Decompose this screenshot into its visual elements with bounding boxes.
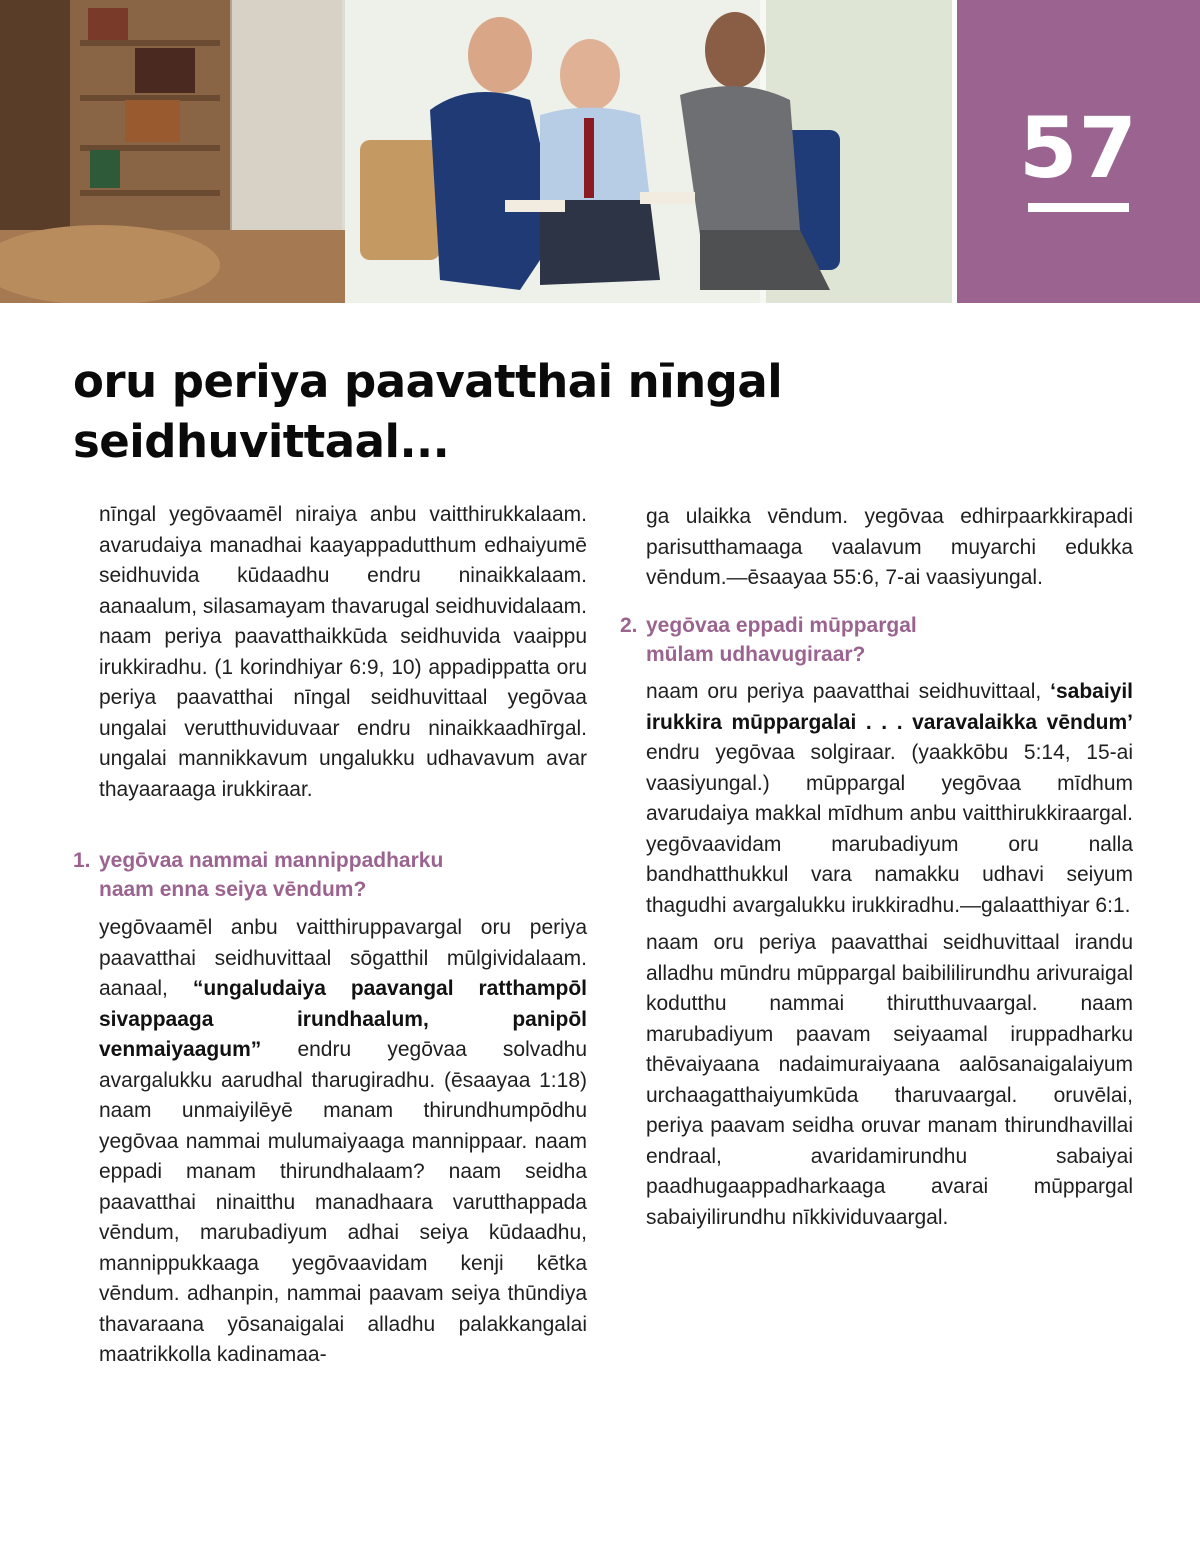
section-2-text-after: endru yegōvaa solgiraar. (yaakkōbu 5:14, 15-ai vaasiyungal.) mūppargal yegōvaa mīdhum avarudaiya makkal mīdhum anbu vaitthirukkiraargal. yegōvaavidam marubadiyum oru nalla bandhatthukkul vara namakku udhavi seiyum thagudhi avargalukku irukkiradhu.—galaatthiyar 6:1. <box>646 741 1133 917</box>
chapter-number: 57 <box>1019 99 1138 197</box>
section-2-number: 2. <box>620 614 638 637</box>
section-1-text-after: endru yegōvaa solvadhu avargalukku aarudhal tharugiradhu. (ēsaayaa 1:18) naam unmaiyilēyē manam thirundhumpōdhu yegōvaa nammai mulumaiyaaga mannippaar. naam eppadi manam thirundhalaam? naam seidha paavatthai ninaitthu manadhaara varutthappada vēndum, marubadiyum adhai seiya kūdaadhu, mannippukkaaga yegōvaavidam kenji kētka vēndum. adhanpin, nammai paavam seiya thūndiya thavaraana yōsanaigalai alladhu palakkangalai maatrikkolla kadinamaa- <box>99 1038 587 1366</box>
chapter-underline <box>1028 203 1129 212</box>
section-2-paragraph-1 <box>646 677 1133 921</box>
section-1-heading-line-1: yegōvaa nammai mannippadharku <box>99 849 444 872</box>
section-2-paragraph-2: naam oru periya paavatthai seidhuvittaal irandu alladhu mūndru mūppargal baibililirundhu arivuraigal kodutthu nammai thirutthuvaargal. naam marubadiyum paavam seiyaamal iruppadharku thēvaiyaana nadaimuraiyaana aalōsanaigalaiyum urchaagatthaiyumkūda tharuvaargal. oruvēlai, periya paavam seidha oruvar manam thirundhavillai endraal, avaridamirundhu sabaiyai paadhugaappadharkaaga avarai mūppargal sabaiyilirundhu nīkkividuvaargal. <box>646 931 1133 1229</box>
photo-three-men-meeting <box>0 0 952 303</box>
chapter-badge <box>957 0 1200 303</box>
section-2-heading-line-1: yegōvaa eppadi mūppargal <box>646 614 917 637</box>
section-2-text-before: naam oru periya paavatthai seidhuvittaal, <box>646 680 1042 703</box>
section-1-heading-line-2: naam enna seiya vēndum? <box>99 878 367 901</box>
section-2-heading <box>620 611 1140 669</box>
intro-paragraph: nīngal yegōvaamēl niraiya anbu vaitthirukkalaam. avarudaiya manadhai kaayappadutthum edhaiyumē seidhuvida kūdaadhu endru ninaikkalaam. aanaalum, silasamayam thavarugal seidhuvidalaam. naam periya paavatthaikkūda seidhuvida vaaippu irukkiradhu. (1 korindhiyar 6:9, 10) appadippatta oru periya paavatthai nīngal seidhuvittaal yegōvaa ungalai verutthuviduvaar endru ninaikkaadhīrgal. ungalai mannikkavum ungalukku udhavavum avar thayaaraaga irukkiraar. <box>99 503 587 801</box>
section-1-heading <box>73 846 593 904</box>
intro-block <box>99 500 587 812</box>
section-1-number: 1. <box>73 849 91 872</box>
section-1-scripture-quote: “ungaludaiya paavangal ratthampōl sivappaaga irundhaalum, panipōl venmaiyaagum” <box>99 977 587 1061</box>
section-2-body <box>646 677 1133 1240</box>
section-2-heading-line-2: mūlam udhavugiraar? <box>646 643 866 666</box>
section-2-scripture-quote: ‘sabaiyil irukkira mūppargalai . . . varavalaikka vēndum’ <box>646 680 1134 734</box>
section-1-paragraph <box>99 913 587 1371</box>
title-line-1: oru periya paavatthai nīngal <box>73 355 783 408</box>
section-1-body <box>99 913 587 1378</box>
section-1-text-before: yegōvaamēl anbu vaitthiruppavargal oru periya paavatthai seidhuvittaal sōgatthil mūlgividalaam. aanaal, <box>99 916 587 1000</box>
header-photo <box>0 0 952 303</box>
page-title <box>73 352 1123 472</box>
section-1-continuation <box>646 502 1133 601</box>
title-line-2: seidhuvittaal... <box>73 415 450 468</box>
section-1-paragraph-continued: ga ulaikka vēndum. yegōvaa edhirpaarkkirapadi parisutthamaaga vaalavum muyarchi edukka vēndum.—ēsaayaa 55:6, 7-ai vaasiyungal. <box>646 505 1133 589</box>
